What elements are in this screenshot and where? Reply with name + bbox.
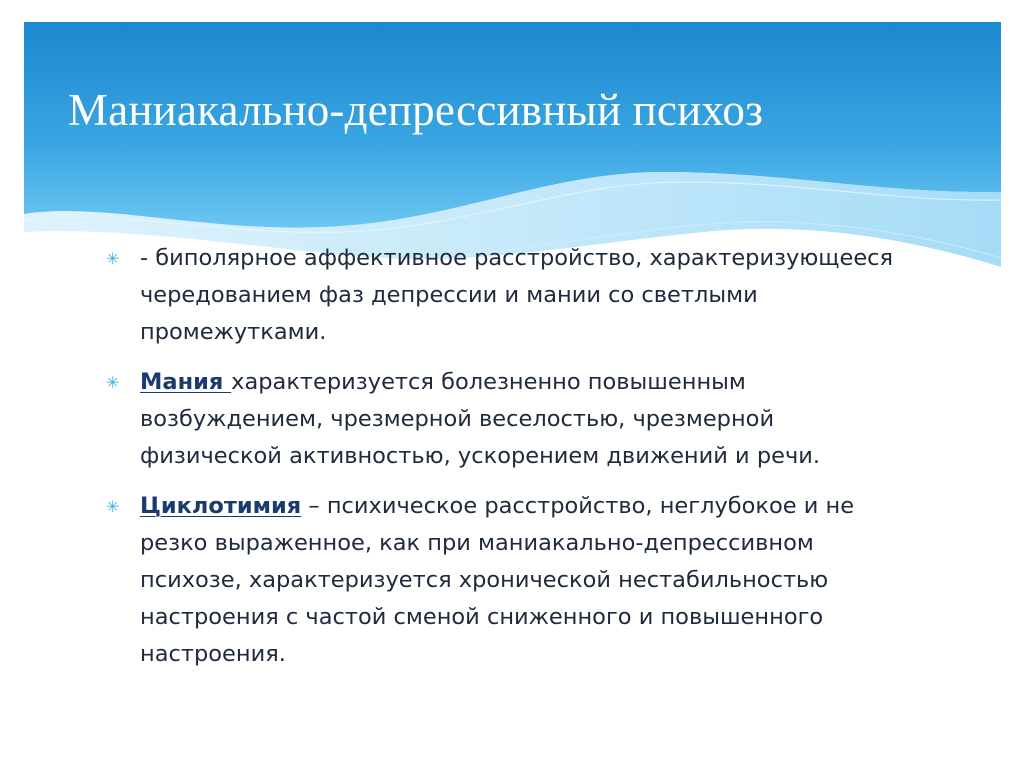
bullet-text: характеризуется болезненно повышенным возбуждением, чрезмерной веселостью, чрезмерной физической активностью, ускорением движений и речи. [140, 369, 821, 469]
term-link-cyclothymia[interactable]: Циклотимия [140, 493, 302, 519]
bullet-list [106, 240, 906, 686]
slide-title: Маниакально-депрессивный психоз [68, 85, 764, 135]
asterisk-bullet-icon: ✳ [106, 373, 120, 392]
bullet-text: - биполярное аффективное расстройство, характеризующееся чередованием фаз депрессии и мании со светлыми промежутками. [140, 245, 894, 345]
bullet-item [106, 364, 906, 475]
term-link-mania[interactable]: Мания [140, 369, 232, 395]
slide [24, 22, 1001, 740]
bullet-item [106, 488, 906, 673]
asterisk-bullet-icon: ✳ [106, 497, 120, 516]
bullet-item [106, 240, 906, 351]
asterisk-bullet-icon: ✳ [106, 249, 120, 268]
bullet-text: – психическое расстройство, неглубокое и не резко выраженное, как при маниакально-депрессивном психозе, характеризуется хронической нестабильностью настроения с частой сменой сниженного и повышенного настроения. [140, 493, 855, 667]
